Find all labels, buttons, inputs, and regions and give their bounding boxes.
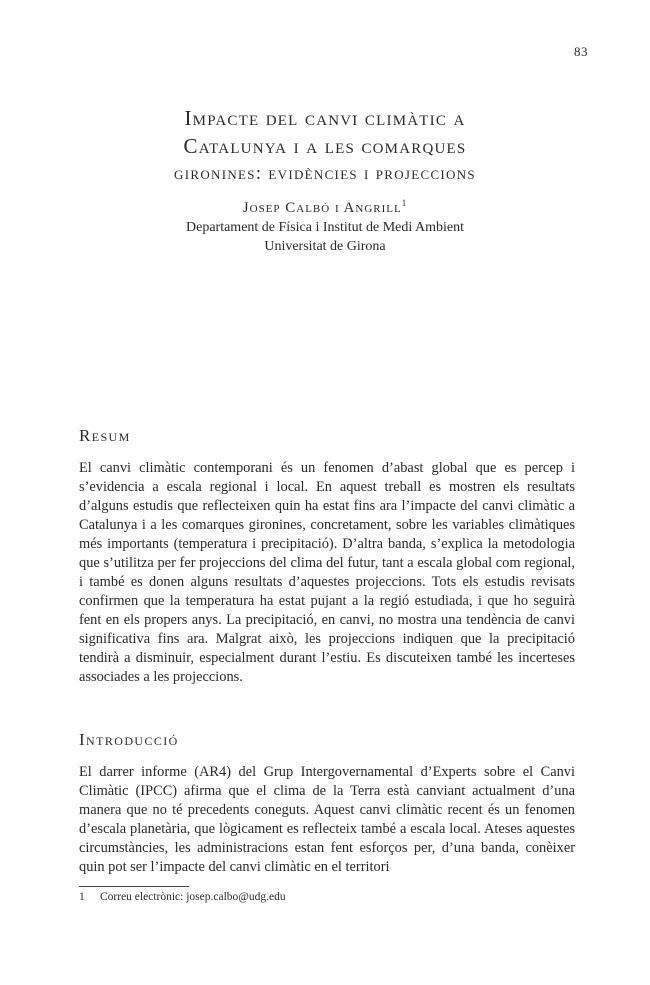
footnote-text: Correu electrònic: josep.calbo@udg.edu bbox=[100, 891, 286, 903]
title-line-1: Impacte del canvi climàtic a bbox=[184, 106, 466, 130]
abstract-text: El canvi climàtic contemporani és un fenomen d’abast global que es percep i s’evidencia a escala regional i local. En aquest treball es mostren els resultats d’alguns estudis que reflecteixen quin ha estat fins ara l’impacte del canvi climàtic a Catalunya i a les comarques gironines, concretament, sobre les variables climàtiques més importants (temperatura i precipitació). D’altra banda, s’explica la metodologia que s’utilitza per fer projeccions del clima del futur, tant a escala global com regional, i també es donen alguns resultats d’aquestes projeccions. Tots els estudis revisats confirmen que la temperatura ha estat pujant a la regió estudiada, i que ho seguirà fent en els propers anys. La precipitació, en canvi, no mostra una tendència de canvi significativa fins ara. Malgrat això, les projeccions indiquen que la precipitació tendirà a disminuir, especialment durant l’estiu. Es discuteixen també les incerteses associades a les projeccions. bbox=[79, 460, 575, 685]
introduction-text: El darrer informe (AR4) del Grup Intergovernamental d’Experts sobre el Canvi Climàtic (IPCC) afirma que el clima de la Terra està canviant actualment d’una manera que no té precedents coneguts. Aquest canvi climàtic recent és un fenomen d’escala planetària, que lògicament es reflecteix també a escala local. Ateses aquestes circumstàncies, les administracions estan fent esforços per, d’una banda, conèixer quin pot ser l’impacte del canvi climàtic en el territori bbox=[79, 764, 575, 875]
author-name bbox=[0, 199, 650, 218]
footnote-divider bbox=[79, 886, 189, 887]
introduction-heading: Introducció bbox=[79, 730, 179, 749]
article-title bbox=[0, 104, 650, 188]
footnote bbox=[79, 890, 286, 905]
footnote-number: 1 bbox=[79, 891, 85, 903]
author-name-text: Josep Calbó i Angrill bbox=[242, 200, 402, 216]
author-affiliation-department: Departament de Física i Institut de Medi Ambient bbox=[186, 220, 464, 235]
author-affiliation-university: Universitat de Girona bbox=[264, 239, 386, 254]
page-number: 83 bbox=[574, 44, 588, 59]
title-line-2: Catalunya i a les comarques bbox=[183, 134, 467, 158]
abstract-heading: Resum bbox=[79, 426, 131, 445]
author-block bbox=[0, 199, 650, 256]
author-footnote-mark[interactable]: 1 bbox=[401, 198, 408, 208]
title-line-3: gironines: evidències i projeccions bbox=[174, 163, 476, 184]
